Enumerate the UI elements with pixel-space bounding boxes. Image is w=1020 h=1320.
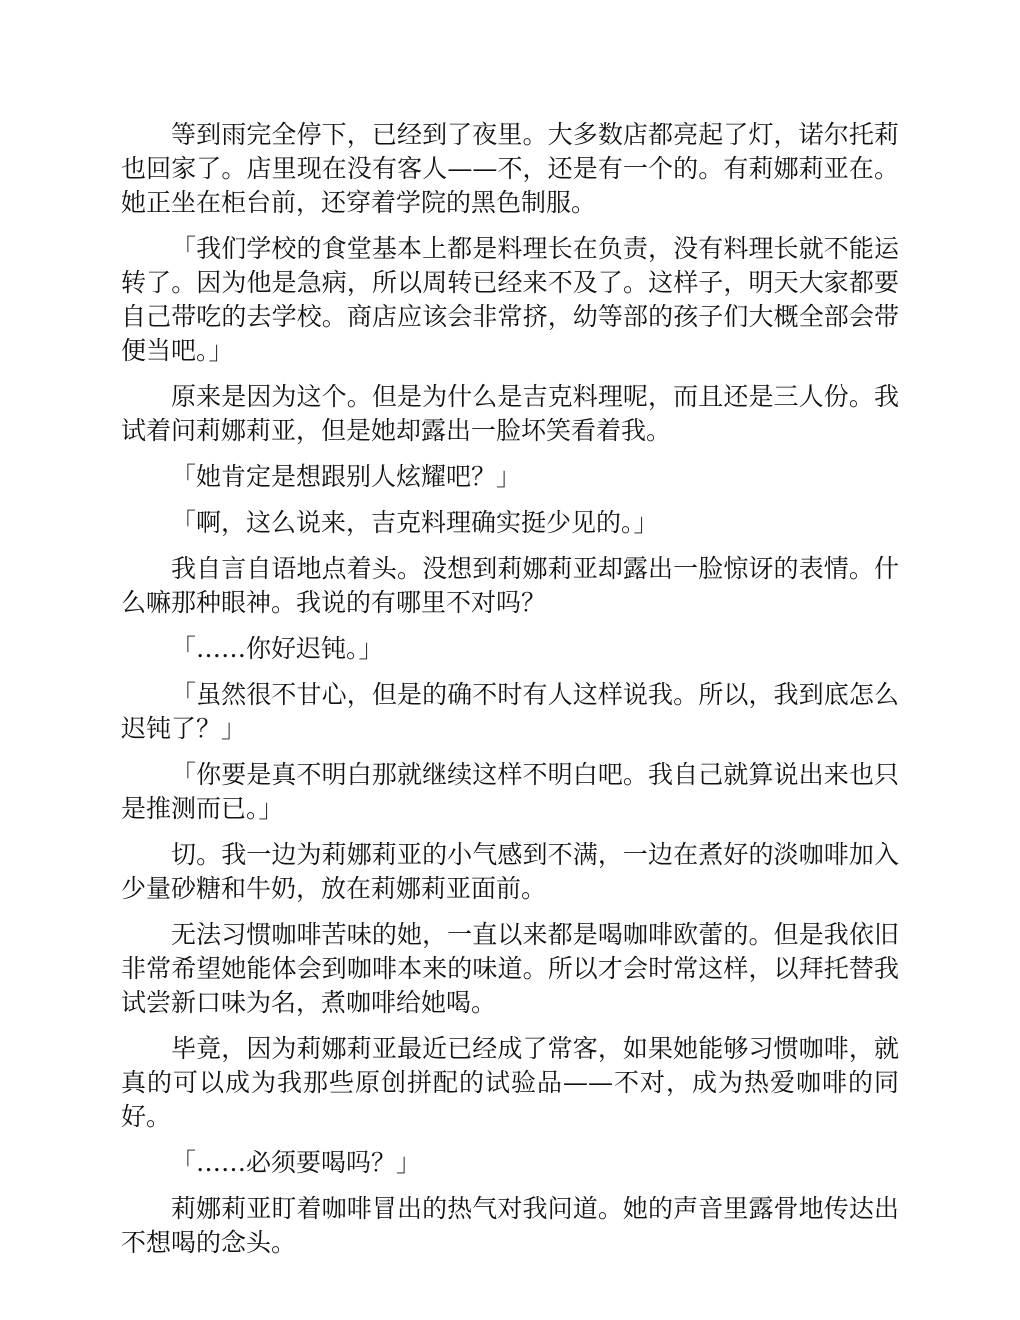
paragraph-2: 「我们学校的食堂基本上都是料理长在负责，没有料理长就不能运转了。因为他是急病，所以周转已经来不及了。这样子，明天大家都要自己带吃的去学校。商店应该会非常挤，幼等部的孩子们大概全部会带便当吧。」	[121, 234, 899, 365]
paragraph-11: 无法习惯咖啡苦味的她，一直以来都是喝咖啡欧蕾的。但是我依旧非常希望她能体会到咖啡本来的味道。所以才会时常这样，以拜托替我试尝新口味为名，煮咖啡给她喝。	[121, 920, 899, 1017]
paragraph-3: 原来是因为这个。但是为什么是吉克料理呢，而且还是三人份。我试着问莉娜莉亚，但是她却露出一脸坏笑看着我。	[121, 382, 899, 445]
paragraph-8: 「虽然很不甘心，但是的确不时有人这样说我。所以，我到底怎么迟钝了？」	[121, 680, 899, 743]
paragraph-13: 「……必须要喝吗？」	[171, 1148, 422, 1177]
paragraph-5: 「啊，这么说来，吉克料理确实挺少见的。」	[171, 508, 659, 537]
paragraph-12: 毕竟，因为莉娜莉亚最近已经成了常客，如果她能够习惯咖啡，就真的可以成为我那些原创拼配的试验品——不对，成为热爱咖啡的同好。	[121, 1034, 899, 1131]
paragraph-10: 切。我一边为莉娜莉亚的小气感到不满，一边在煮好的淡咖啡加入少量砂糖和牛奶，放在莉娜莉亚面前。	[121, 840, 899, 903]
paragraph-9: 「你要是真不明白那就继续这样不明白吧。我自己就算说出来也只是推测而已。」	[121, 760, 899, 823]
paragraph-7: 「……你好迟钝。」	[171, 634, 384, 663]
paragraph-14: 莉娜莉亚盯着咖啡冒出的热气对我问道。她的声音里露骨地传达出不想喝的念头。	[121, 1194, 899, 1257]
document-body	[121, 118, 899, 1272]
paragraph-6: 我自言自语地点着头。没想到莉娜莉亚却露出一脸惊讶的表情。什么嘛那种眼神。我说的有哪里不对吗？	[121, 554, 899, 617]
paragraph-4: 「她肯定是想跟别人炫耀吧？」	[171, 462, 522, 491]
paragraph-1: 等到雨完全停下，已经到了夜里。大多数店都亮起了灯，诺尔托莉也回家了。店里现在没有客人——不，还是有一个的。有莉娜莉亚在。她正坐在柜台前，还穿着学院的黑色制服。	[121, 120, 899, 217]
